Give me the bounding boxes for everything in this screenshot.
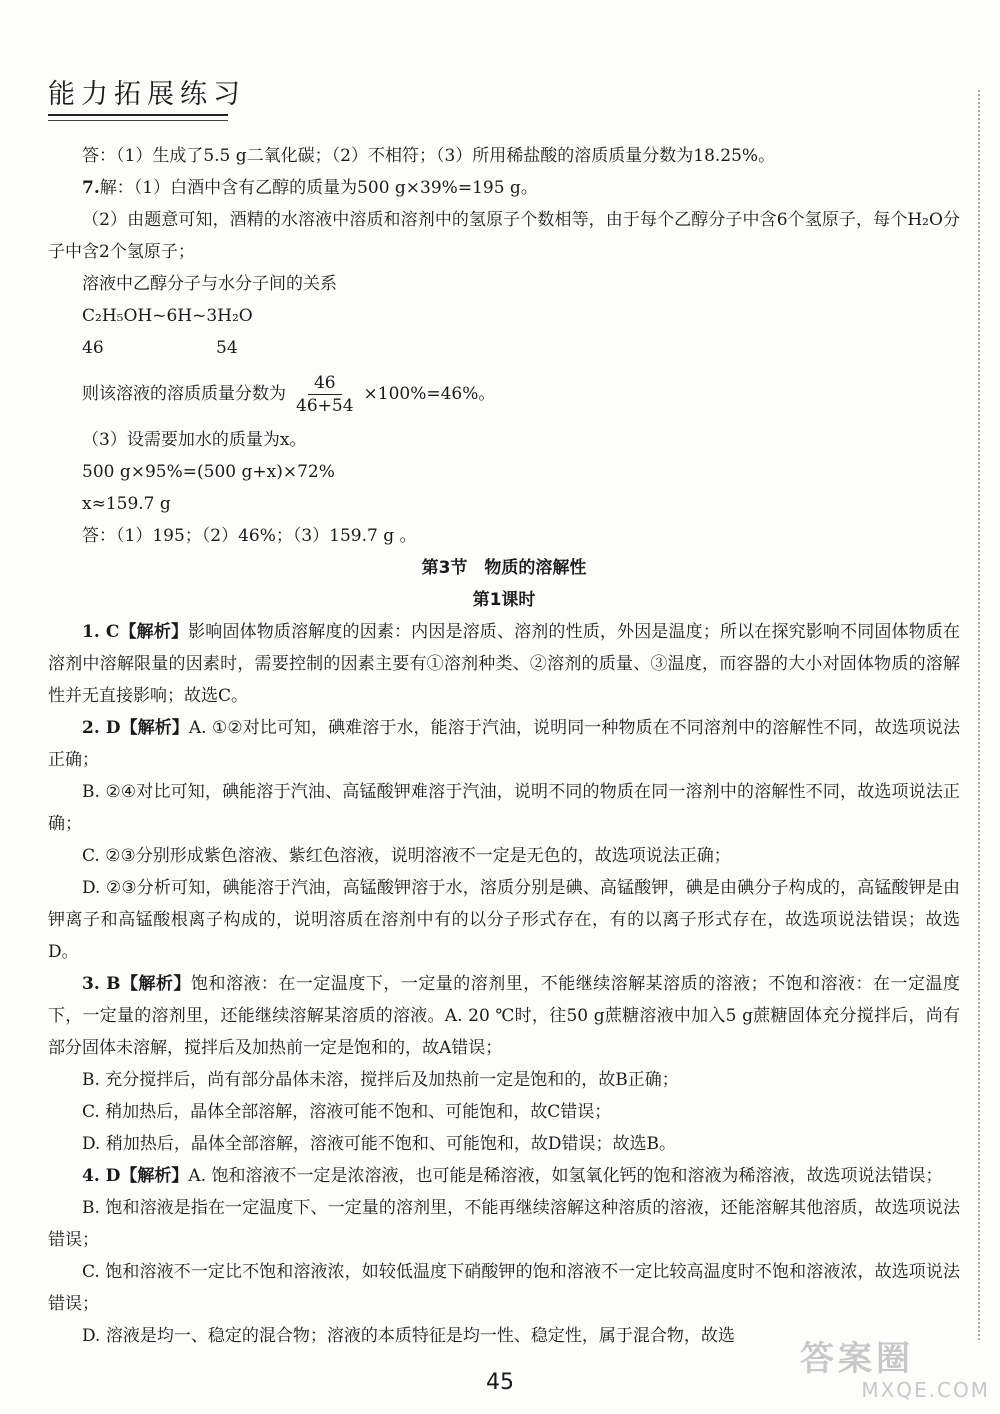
q3-text: 饱和溶液：在一定温度下，一定量的溶剂里，不能继续溶解某溶质的溶液；不饱和溶液：在一定温度下，一定量的溶剂里，还能继续溶解某溶质的溶液。A. 20 ℃时，往50 g蔗糖溶液中加入5 g蔗糖固体充分搅拌后，尚有部分固体未溶解，搅拌后及加热前一定是饱和的，故A错误； (48, 974, 960, 1058)
q7-number: 7. (82, 178, 100, 198)
q3-option-b: B. 充分搅拌后，尚有部分晶体未溶，搅拌后及加热前一定是饱和的，故B正确； (82, 1070, 679, 1090)
q7-relation-label: 溶液中乙醇分子与水分子间的关系 (82, 274, 337, 294)
q7-relation-formula: C₂H₅OH~6H~3H₂O (82, 306, 253, 326)
q2-label: 2. D【解析】 (82, 718, 189, 738)
q7-ratio-row (48, 332, 960, 364)
q7-fraction-numerator: 46 (308, 372, 342, 395)
q2-option-a: A. ①②对比可知，碘难溶于水，能溶于汽油，说明同一种物质在不同溶剂中的溶解性不同，故选项说法正确； (48, 718, 960, 770)
q7-fraction-line (48, 364, 960, 424)
watermark-logo (800, 1340, 990, 1410)
q2-option-b: B. ②④对比可知，碘能溶于汽油、高锰酸钾难溶于汽油，说明不同的物质在同一溶剂中的溶解性不同，故选项说法正确； (48, 782, 960, 834)
answer-line-6: 答：（1）生成了5.5 g二氧化碳；（2）不相符；（3）所用稀盐酸的溶质质量分数为18.25%。 (82, 146, 776, 166)
page-content (48, 140, 960, 1352)
page-header-title: 能力拓展练习 (48, 79, 246, 110)
q7-fraction-prefix: 则该溶液的溶质质量分数为 (82, 384, 286, 404)
q1-paragraph (48, 616, 960, 712)
q7-part1 (48, 172, 960, 204)
q2-option-d: D. ②③分析可知，碘能溶于汽油，高锰酸钾溶于水，溶质分别是碘、高锰酸钾，碘是由碘分子构成的，高锰酸钾是由钾离子和高锰酸根离子构成的，说明溶质在溶剂中有的以分子形式存在，有的以离子形式存在，故选项说法错误；故选D。 (48, 878, 960, 962)
q7-part3: （3）设需要加水的质量为x。 (82, 430, 307, 450)
watermark-bottom: MXQE.COM (861, 1378, 990, 1402)
page-number: 45 (486, 1370, 514, 1395)
q7-ratio-water: 54 (216, 338, 238, 358)
q7-fraction-suffix: ×100%=46%。 (363, 384, 496, 404)
q3-label: 3. B【解析】 (82, 974, 191, 994)
q7-fraction-denominator: 46+54 (296, 395, 354, 416)
section-subtitle: 第1课时 (472, 590, 536, 610)
header-rule-thin (48, 120, 228, 121)
q2-paragraph (48, 712, 960, 776)
q7-part1-text: 解：（1）白酒中含有乙醇的质量为500 g×39%=195 g。 (99, 178, 538, 198)
q7-part2: （2）由题意可知，酒精的水溶液中溶质和溶剂中的氢原子个数相等，由于每个乙醇分子中含6个氢原子，每个H₂O分子中含2个氢原子； (48, 210, 960, 262)
q4-option-d: D. 溶液是均一、稳定的混合物；溶液的本质特征是均一性、稳定性，属于混合物，故选 (82, 1326, 735, 1346)
q4-paragraph (48, 1160, 960, 1192)
q1-text: 影响固体物质溶解度的因素：内因是溶质、溶剂的性质，外因是温度；所以在探究影响不同固体物质在溶剂中溶解限量的因素时，需要控制的因素主要有①溶剂种类、②溶剂的质量、③温度，而容器的大小对固体物质的溶解性并无直接影响；故选C。 (48, 622, 960, 706)
q3-paragraph (48, 968, 960, 1064)
q4-option-c: C. 饱和溶液不一定比不饱和溶液浓，如较低温度下硝酸钾的饱和溶液不一定比较高温度时不饱和溶液浓，故选项说法错误； (48, 1262, 960, 1314)
binding-edge-dots (978, 90, 980, 1340)
q7-fraction (290, 372, 360, 417)
q7-answer: 答：（1）195；（2）46%；（3）159.7 g 。 (82, 526, 417, 546)
q2-option-c: C. ②③分别形成紫色溶液、紫红色溶液，说明溶液不一定是无色的，故选项说法正确； (82, 846, 731, 866)
q7-ratio-ethanol: 46 (82, 338, 104, 358)
q4-label: 4. D【解析】 (82, 1166, 189, 1186)
watermark-top: 答案圈 (800, 1339, 914, 1379)
q7-equation: 500 g×95%=(500 g+x)×72% (82, 462, 335, 482)
q3-option-c: C. 稍加热后，晶体全部溶解，溶液可能不饱和、可能饱和，故C错误； (82, 1102, 612, 1122)
q7-result: x≈159.7 g (82, 494, 171, 514)
q4-option-b: B. 饱和溶液是指在一定温度下、一定量的溶剂里，不能再继续溶解这种溶质的溶液，还能溶解其他溶质，故选项说法错误； (48, 1198, 960, 1250)
q1-label: 1. C【解析】 (82, 622, 189, 642)
q4-option-a: A. 饱和溶液不一定是浓溶液，也可能是稀溶液，如氢氧化钙的饱和溶液为稀溶液，故选项说法错误； (188, 1166, 943, 1186)
header-rule (48, 114, 228, 116)
section-title: 第3节 物质的溶解性 (421, 558, 587, 578)
q3-option-d: D. 稍加热后，晶体全部溶解，溶液可能不饱和、可能饱和，故D错误；故选B。 (82, 1134, 676, 1154)
